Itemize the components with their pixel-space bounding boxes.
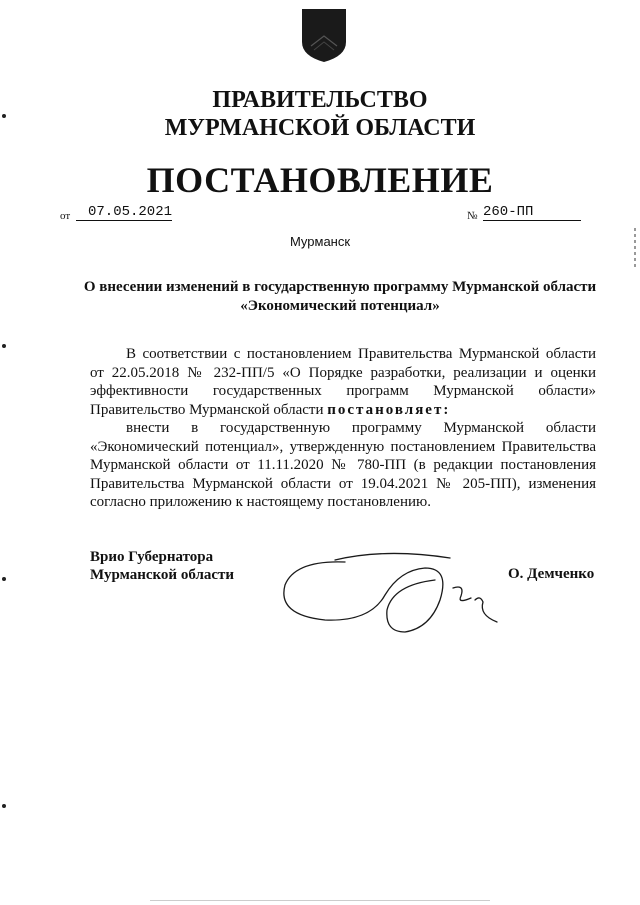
body-paragraph-1 xyxy=(90,345,596,419)
resolution-keyword: постановляет: xyxy=(327,401,451,418)
org-line-2: МУРМАНСКОЙ ОБЛАСТИ xyxy=(164,115,476,141)
scan-dot xyxy=(2,114,6,118)
document-subject xyxy=(80,278,600,316)
scan-dot xyxy=(2,577,6,581)
document-body xyxy=(90,345,596,512)
org-line-1: ПРАВИТЕЛЬСТВО xyxy=(212,87,428,113)
scan-bottom-line xyxy=(150,900,490,901)
scan-dot xyxy=(2,344,6,348)
city-name: Мурманск xyxy=(289,234,351,249)
signatory-name: О. Демченко xyxy=(508,566,595,582)
organization-name xyxy=(0,86,640,142)
number-prefix: № xyxy=(467,210,478,222)
signatory-title-line-2: Мурманской области xyxy=(90,567,235,583)
body-paragraph-2: внести в государственную программу Мурманской области «Экономический потенциал», утвержденную постановлением Правительства Мурманской области от 11.11.2020 № 780-ПП (в редакции постановления Правительства Мурманской области от 19.04.2021 № 205-ПП), изменения согласно приложению к настоящему постановлению. xyxy=(90,420,596,510)
signatory-title xyxy=(90,548,234,584)
document-number: 260-ПП xyxy=(483,204,581,221)
handwritten-signature xyxy=(275,540,515,640)
date-prefix: от xyxy=(60,210,71,222)
scan-dot xyxy=(2,804,6,808)
document-date: 07.05.2021 xyxy=(76,204,172,221)
subject-line-1: О внесении изменений в государственную программу Мурманской области xyxy=(83,279,597,295)
date-number-row xyxy=(0,204,640,226)
signatory-title-line-1: Врио Губернатора xyxy=(90,549,214,565)
paragraph-1-text: В соответствии с постановлением Правительства Мурманской области от 22.05.2018 № 232-ПП/5 «О Порядке разработки, реализации и оценки эффективности государственных программ Мурманской области» Правительство Мурманской области xyxy=(90,346,596,418)
subject-line-2: «Экономический потенциал» xyxy=(240,298,440,314)
scan-edge-mark xyxy=(634,228,636,268)
document-type-title: ПОСТАНОВЛЕНИЕ xyxy=(146,160,494,200)
coat-of-arms-icon xyxy=(299,6,349,64)
